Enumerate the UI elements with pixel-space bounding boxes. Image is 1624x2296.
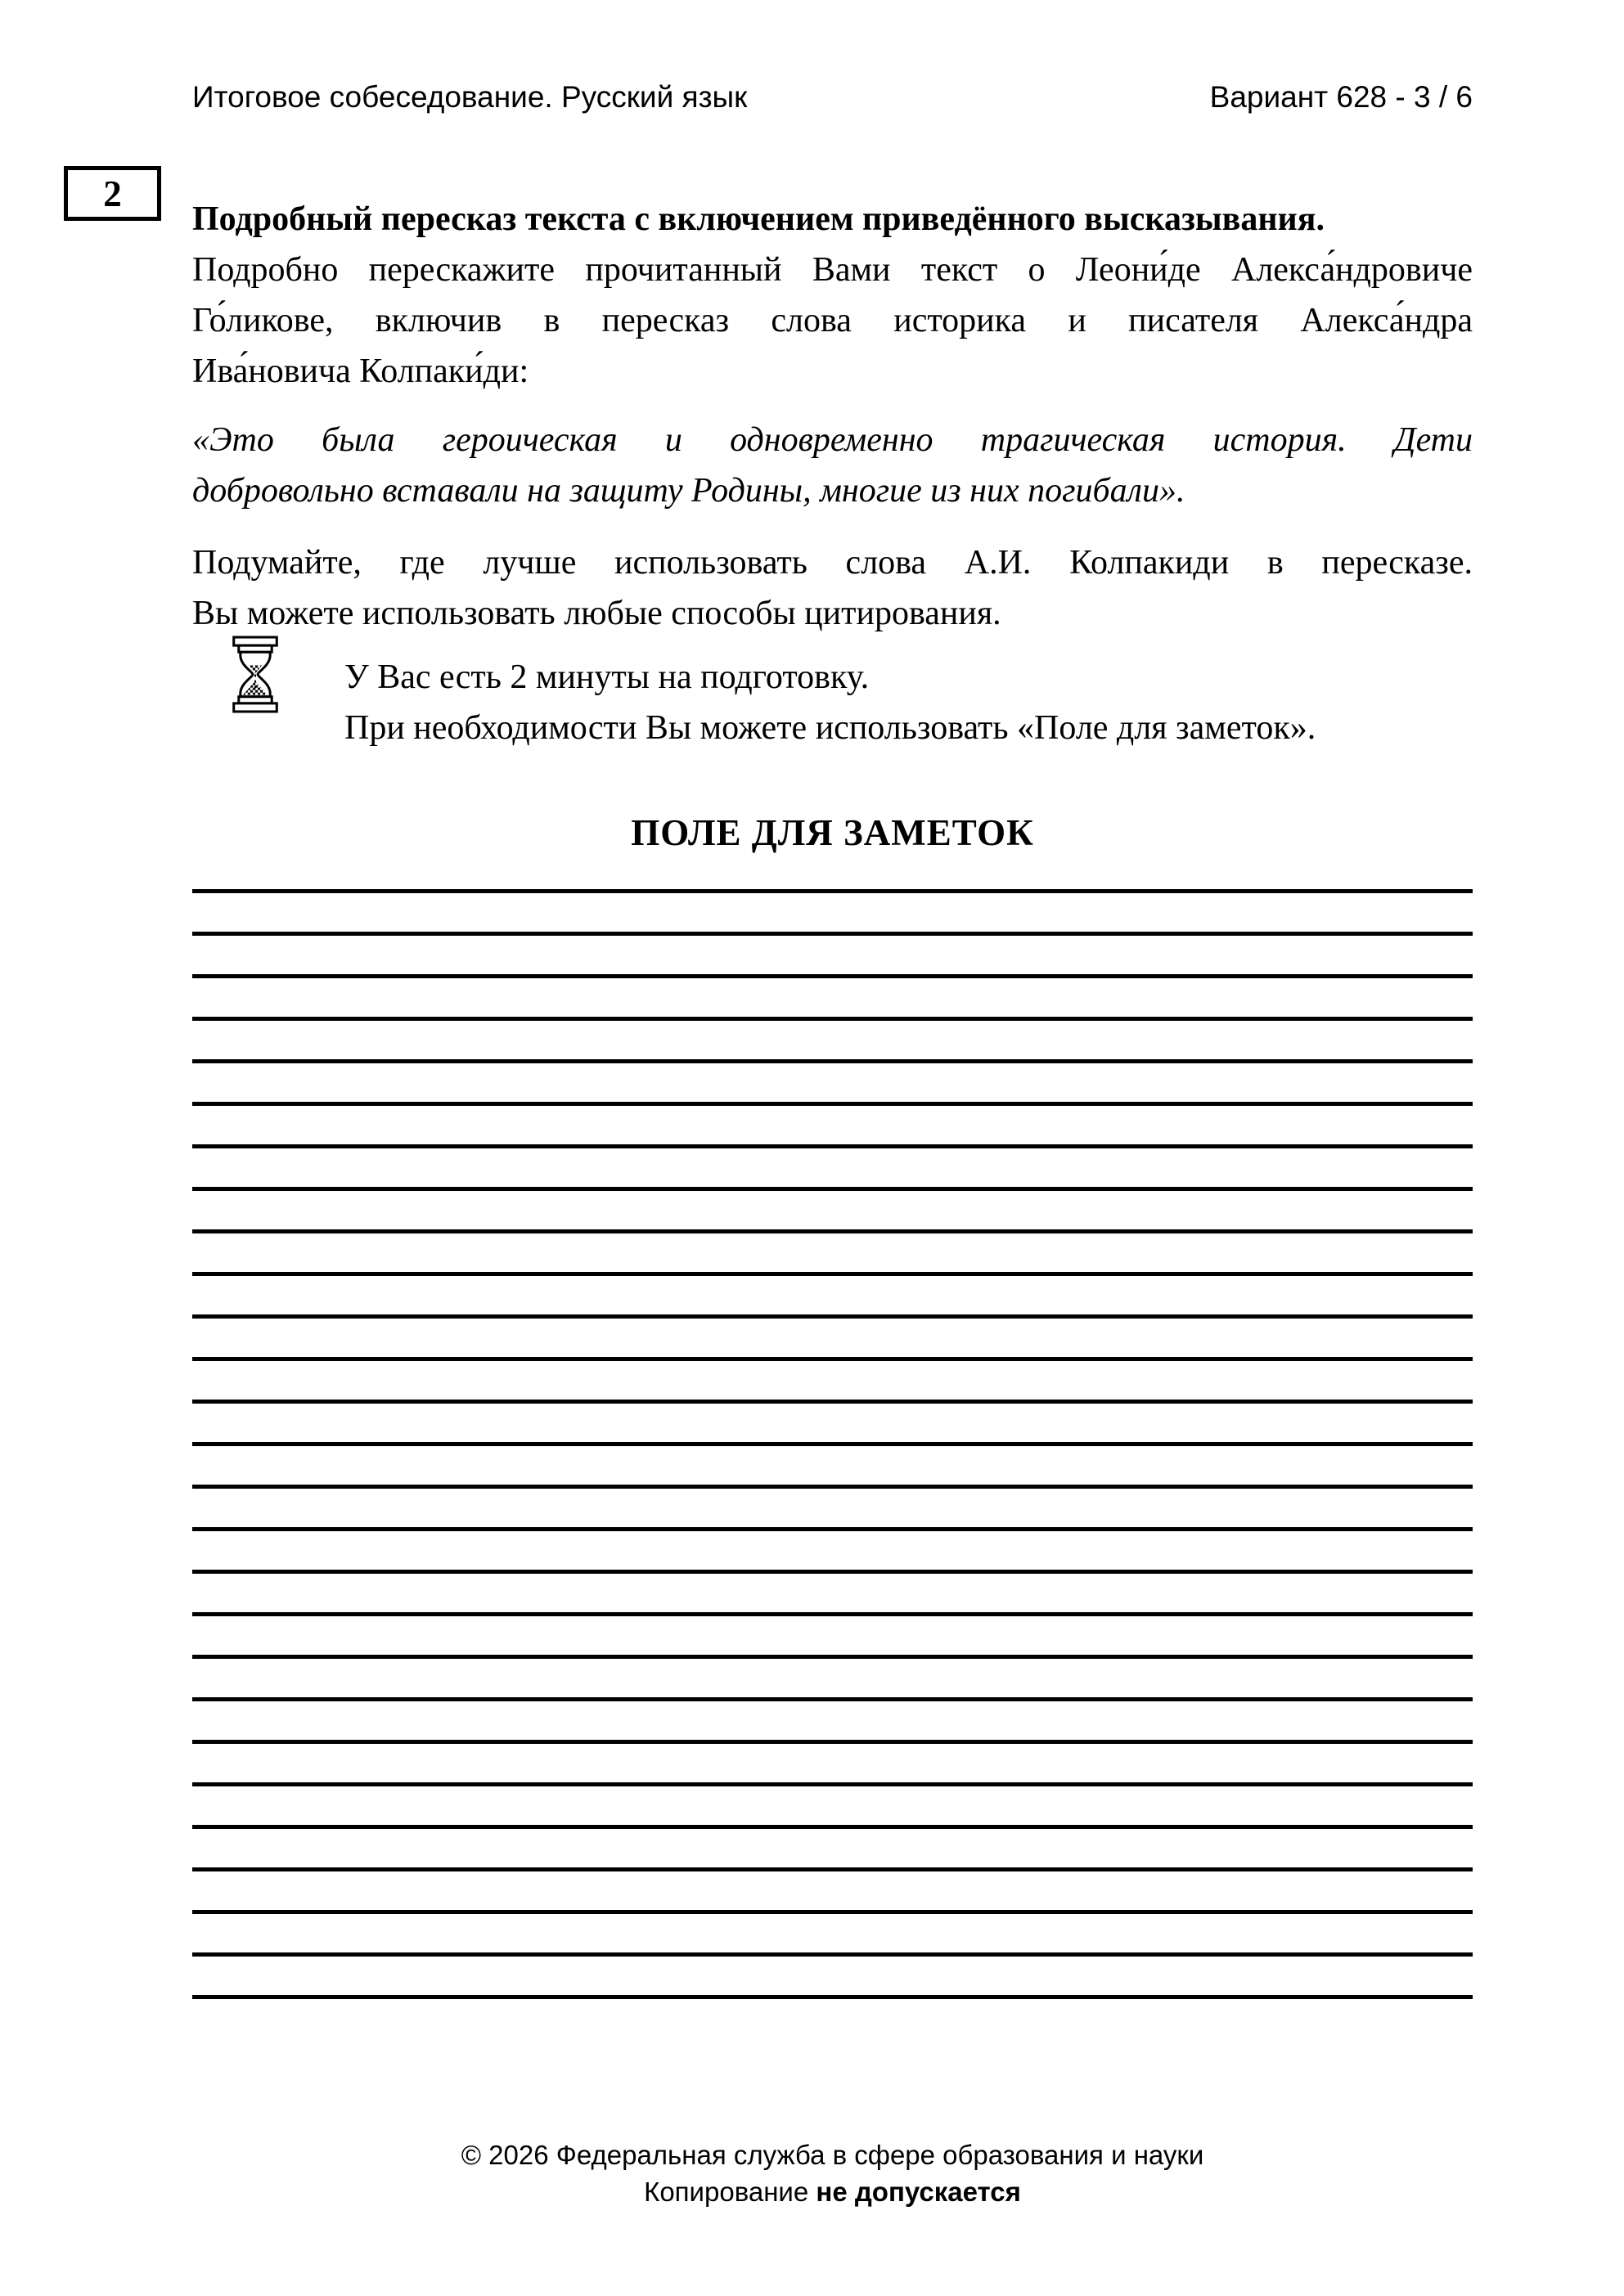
note-line bbox=[192, 1740, 1473, 1782]
note-line bbox=[192, 1144, 1473, 1187]
note-line bbox=[192, 1229, 1473, 1272]
note-line bbox=[192, 1867, 1473, 1910]
note-line bbox=[192, 1825, 1473, 1867]
note-line bbox=[192, 932, 1473, 974]
note-line bbox=[192, 1910, 1473, 1952]
header-subject: Итоговое собеседование. Русский язык bbox=[192, 80, 748, 114]
note-line bbox=[192, 1697, 1473, 1740]
task-number: 2 bbox=[103, 173, 122, 214]
note-line bbox=[192, 1442, 1473, 1485]
task-number-box bbox=[64, 166, 161, 221]
timer-text bbox=[344, 652, 1473, 753]
text-line: добровольно вставали на защиту Родины, многие из них погибали». bbox=[192, 472, 1185, 510]
task-content bbox=[192, 194, 1473, 2038]
text-line: Подумайте, где лучше использовать слова А.И. Колпакиди в пересказе. bbox=[192, 544, 1473, 582]
text-line: Подробный пересказ текста с включением приведённого высказывания. bbox=[192, 200, 1325, 238]
page-header bbox=[192, 80, 1473, 115]
header-variant: Вариант 628 - 3 / 6 bbox=[1209, 80, 1473, 114]
note-line bbox=[192, 1485, 1473, 1527]
note-line bbox=[192, 1527, 1473, 1570]
text-line: Подробно перескажите прочитанный Вами текст о Леони́де Алекса́ндровиче bbox=[192, 251, 1473, 289]
task-quote bbox=[192, 415, 1473, 516]
footer-notice bbox=[192, 2173, 1473, 2210]
note-line bbox=[192, 1655, 1473, 1697]
notes-heading: ПОЛЕ ДЛЯ ЗАМЕТОК bbox=[631, 812, 1034, 853]
note-line bbox=[192, 1314, 1473, 1357]
timer-note bbox=[192, 652, 1473, 753]
note-line bbox=[192, 1995, 1473, 2038]
note-lines bbox=[192, 889, 1473, 2038]
note-line bbox=[192, 1612, 1473, 1655]
text-line: При необходимости Вы можете использовать «Поле для заметок». bbox=[344, 709, 1316, 747]
footer-copyright: © 2026 Федеральная служба в сфере образования и науки bbox=[461, 2140, 1204, 2170]
note-line bbox=[192, 1952, 1473, 1995]
page-footer bbox=[192, 2136, 1473, 2210]
hourglass-icon bbox=[230, 636, 281, 714]
footer-notice-bold: не допускается bbox=[816, 2177, 1021, 2207]
note-line bbox=[192, 1570, 1473, 1612]
note-line bbox=[192, 889, 1473, 932]
footer-notice-regular: Копирование bbox=[644, 2177, 816, 2207]
text-line: Вы можете использовать любые способы цитирования. bbox=[192, 595, 1001, 632]
task-hint bbox=[192, 537, 1473, 639]
text-line: У Вас есть 2 минуты на подготовку. bbox=[344, 658, 870, 696]
note-line bbox=[192, 1017, 1473, 1059]
note-line bbox=[192, 1782, 1473, 1825]
note-line bbox=[192, 1102, 1473, 1144]
note-line bbox=[192, 1059, 1473, 1102]
task-title bbox=[192, 194, 1473, 245]
text-line: Ива́новича Колпаки́ди: bbox=[192, 353, 529, 390]
text-line: Го́ликове, включив в пересказ слова историка и писателя Алекса́ндра bbox=[192, 302, 1473, 339]
note-line bbox=[192, 1400, 1473, 1442]
note-line bbox=[192, 1187, 1473, 1229]
note-line bbox=[192, 974, 1473, 1017]
note-line bbox=[192, 1357, 1473, 1400]
text-line: «Это была героическая и одновременно трагическая история. Дети bbox=[192, 421, 1473, 459]
note-line bbox=[192, 1272, 1473, 1314]
task-instruction bbox=[192, 245, 1473, 397]
